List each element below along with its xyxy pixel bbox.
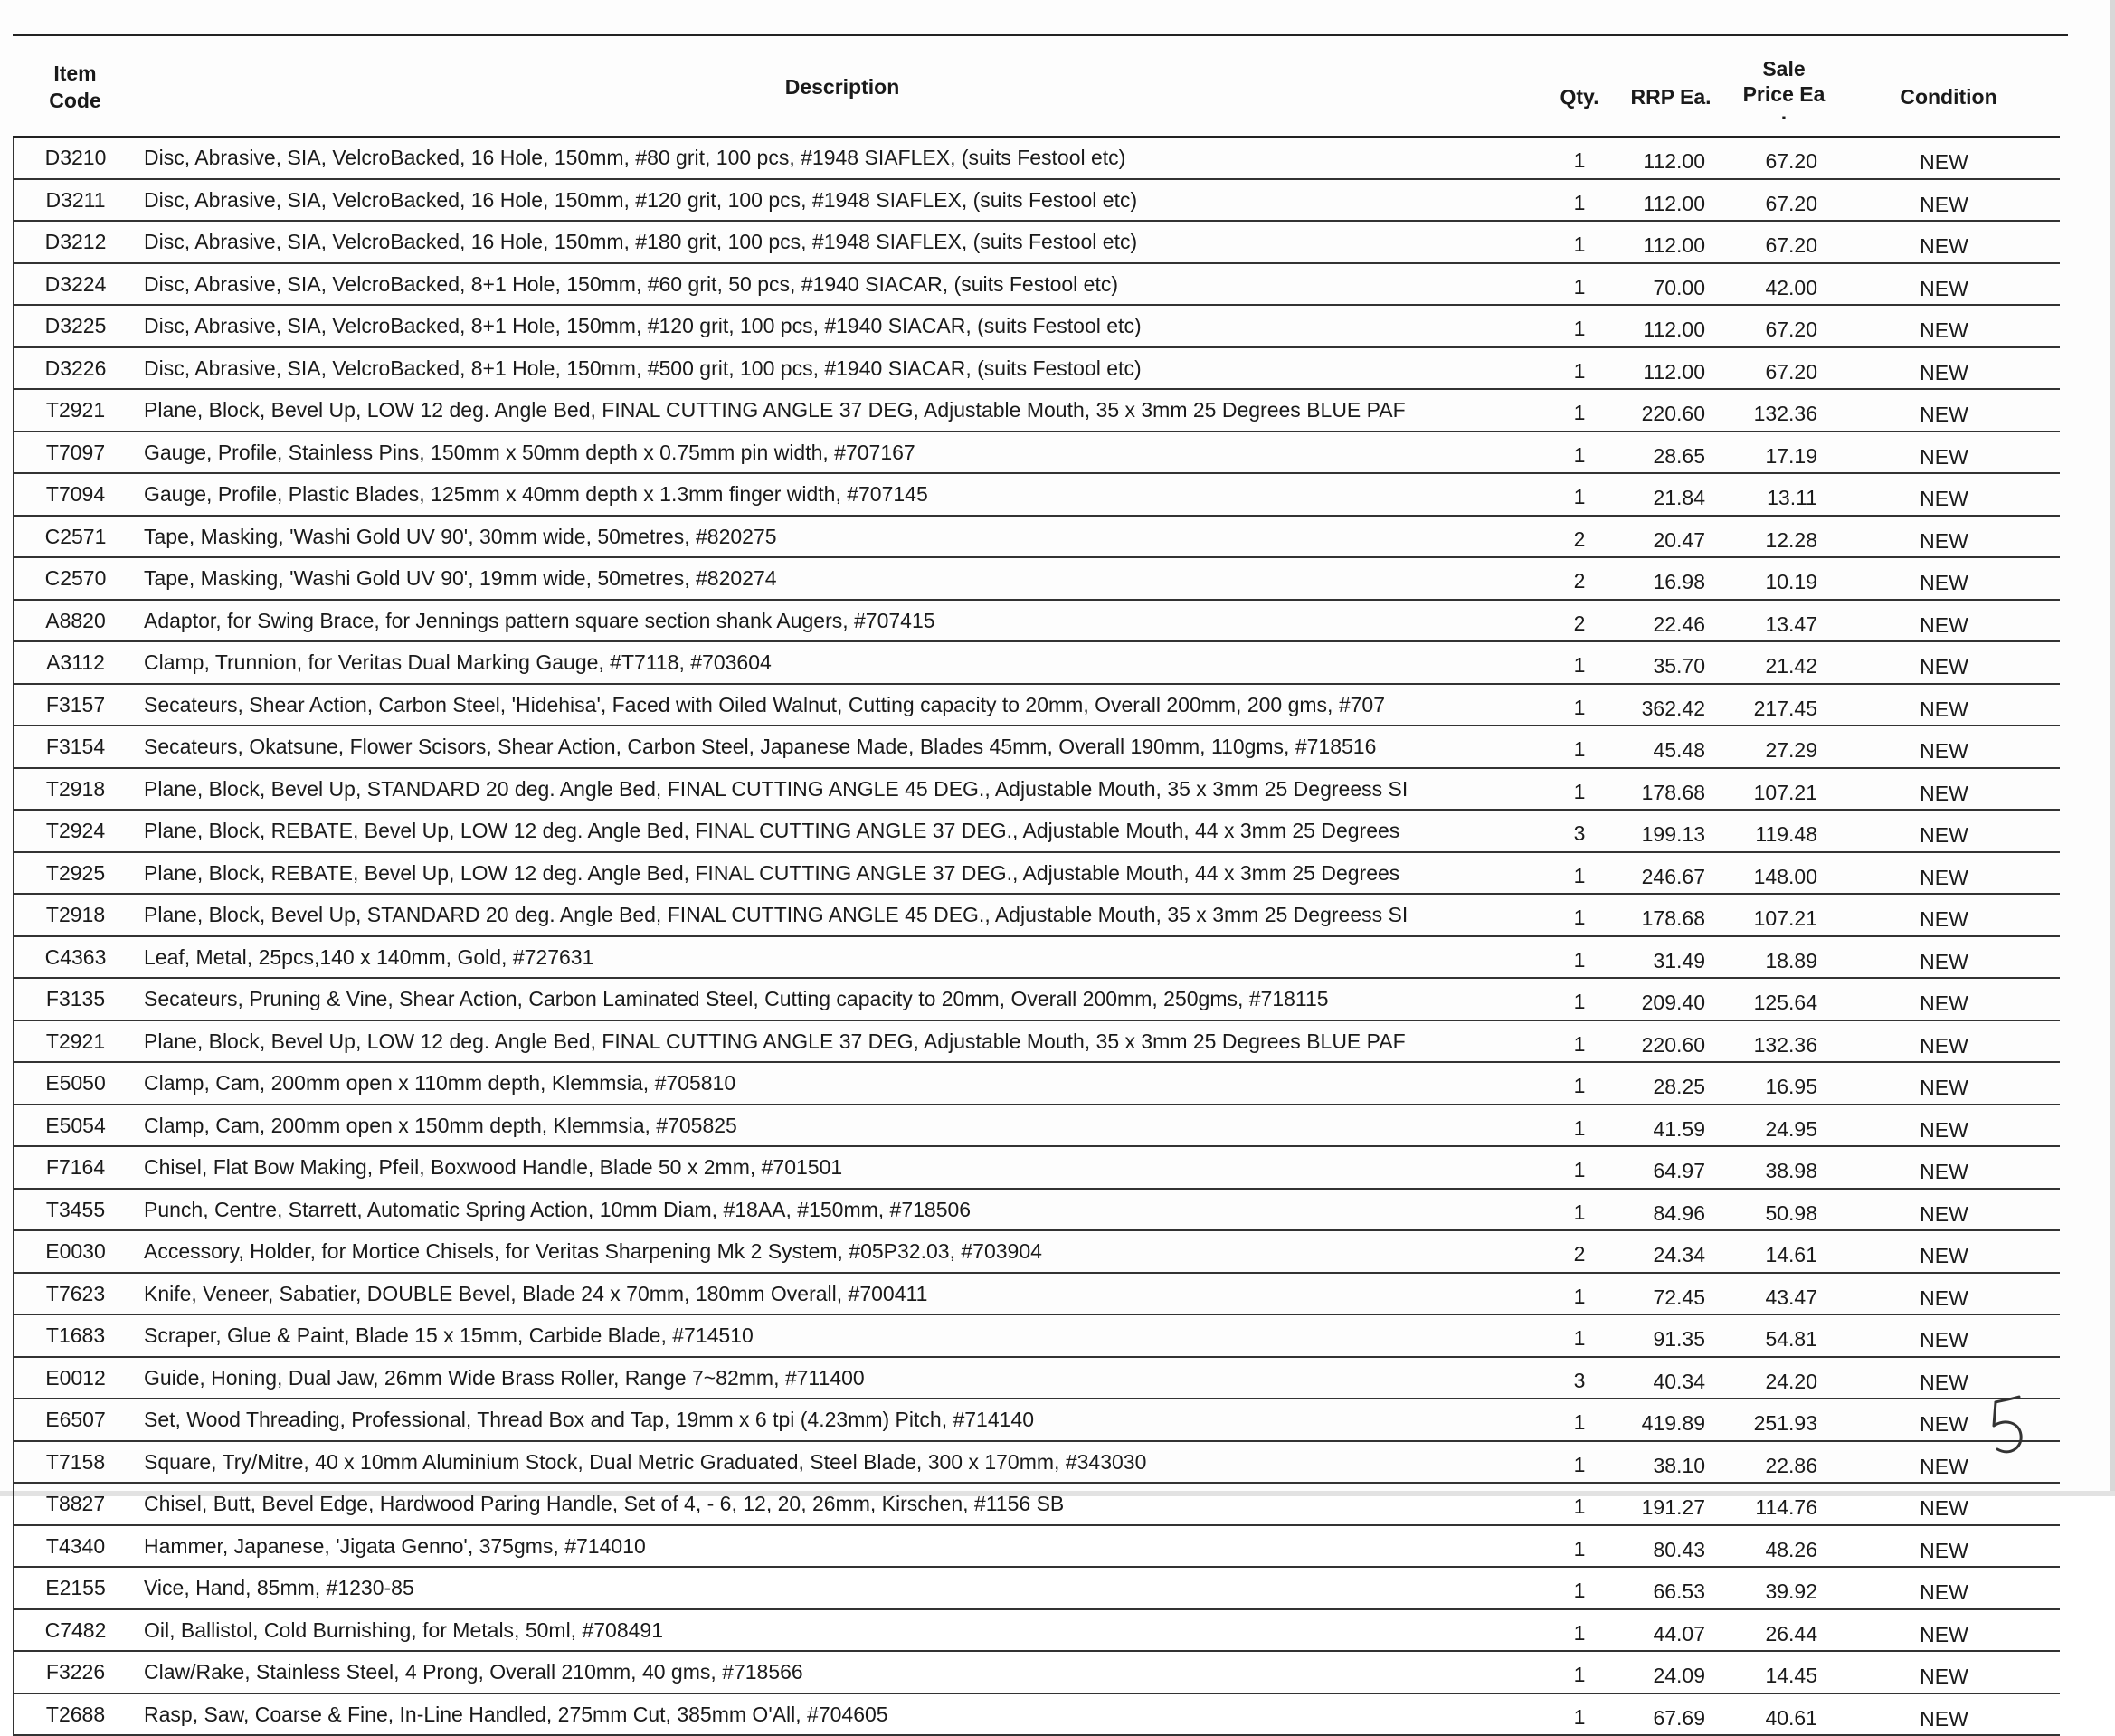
table-row <box>14 1020 2060 1063</box>
table-row <box>14 1399 2060 1441</box>
table-row <box>14 600 2060 642</box>
table-row <box>14 1189 2060 1231</box>
sale-price-cell: 27.29 <box>1731 726 1837 768</box>
sale-price-cell: 42.00 <box>1731 263 1837 306</box>
qty-cell: 2 <box>1548 1230 1611 1273</box>
item-code-cell: F7164 <box>14 1146 137 1189</box>
page-number-stroke-1 <box>1994 1402 2021 1452</box>
qty-cell: 1 <box>1548 179 1611 222</box>
qty-cell: 1 <box>1548 726 1611 768</box>
item-code-cell: E0030 <box>14 1230 137 1273</box>
condition-cell: NEW <box>1837 1020 2060 1063</box>
rrp-cell: 28.65 <box>1611 432 1731 474</box>
description-cell: Vice, Hand, 85mm, #1230-85 <box>137 1567 1548 1609</box>
qty-cell: 1 <box>1548 473 1611 516</box>
sale-price-cell: 217.45 <box>1731 684 1837 726</box>
sale-price-cell: 21.42 <box>1731 641 1837 684</box>
item-code-cell: F3154 <box>14 726 137 768</box>
rrp-cell: 112.00 <box>1611 137 1731 179</box>
table-row <box>14 1062 2060 1105</box>
rrp-cell: 112.00 <box>1611 221 1731 263</box>
condition-cell: NEW <box>1837 1567 2060 1609</box>
rrp-cell: 70.00 <box>1611 263 1731 306</box>
description-cell: Leaf, Metal, 25pcs,140 x 140mm, Gold, #727631 <box>137 936 1548 979</box>
qty-cell: 2 <box>1548 557 1611 600</box>
sale-price-cell: 38.98 <box>1731 1146 1837 1189</box>
item-code-cell: D3226 <box>14 347 137 390</box>
rrp-cell: 199.13 <box>1611 810 1731 852</box>
sale-price-cell: 67.20 <box>1731 305 1837 347</box>
description-cell: Plane, Block, REBATE, Bevel Up, LOW 12 deg. Angle Bed, FINAL CUTTING ANGLE 37 DEG., Adjustable Mouth, 44 x 3mm 25 Degrees <box>137 852 1548 895</box>
sale-price-cell: 114.76 <box>1731 1483 1837 1525</box>
scan-edge-right <box>2110 0 2115 1496</box>
qty-cell: 2 <box>1548 516 1611 558</box>
rrp-cell: 66.53 <box>1611 1567 1731 1609</box>
sale-price-cell: 24.95 <box>1731 1105 1837 1147</box>
table-body <box>14 137 2060 1735</box>
header-sale-line-3: . <box>1780 100 1788 124</box>
rrp-cell: 112.00 <box>1611 347 1731 390</box>
description-cell: Claw/Rake, Stainless Steel, 4 Prong, Overall 210mm, 40 gms, #718566 <box>137 1651 1548 1693</box>
header-item-code-line-2: Code <box>49 89 101 112</box>
description-cell: Clamp, Trunnion, for Veritas Dual Marking Gauge, #T7118, #703604 <box>137 641 1548 684</box>
item-code-cell: C2570 <box>14 557 137 600</box>
header-item-code <box>14 38 137 137</box>
table-row <box>14 1651 2060 1693</box>
header-condition <box>1837 38 2060 137</box>
table-row <box>14 221 2060 263</box>
rrp-cell: 112.00 <box>1611 179 1731 222</box>
condition-cell: NEW <box>1837 768 2060 811</box>
item-code-cell: T3455 <box>14 1189 137 1231</box>
condition-cell: NEW <box>1837 641 2060 684</box>
condition-cell: NEW <box>1837 305 2060 347</box>
condition-cell: NEW <box>1837 600 2060 642</box>
condition-cell: NEW <box>1837 978 2060 1020</box>
description-cell: Secateurs, Okatsune, Flower Scisors, Shear Action, Carbon Steel, Japanese Made, Blades 45mm, Overall 190mm, 110gms, #718516 <box>137 726 1548 768</box>
rrp-cell: 38.10 <box>1611 1441 1731 1484</box>
sale-price-cell: 132.36 <box>1731 389 1837 432</box>
table-row <box>14 1273 2060 1315</box>
header-sale-line-2: Price Ea <box>1742 82 1826 106</box>
sale-price-cell: 54.81 <box>1731 1314 1837 1357</box>
rrp-cell: 64.97 <box>1611 1146 1731 1189</box>
sale-price-cell: 119.48 <box>1731 810 1837 852</box>
rrp-cell: 362.42 <box>1611 684 1731 726</box>
table-row <box>14 557 2060 600</box>
qty-cell: 1 <box>1548 1399 1611 1441</box>
rrp-cell: 24.34 <box>1611 1230 1731 1273</box>
item-code-cell: T2921 <box>14 1020 137 1063</box>
rrp-cell: 67.69 <box>1611 1693 1731 1736</box>
sale-price-cell: 14.61 <box>1731 1230 1837 1273</box>
table-row <box>14 1525 2060 1568</box>
sale-price-cell: 67.20 <box>1731 179 1837 222</box>
description-cell: Scraper, Glue & Paint, Blade 15 x 15mm, Carbide Blade, #714510 <box>137 1314 1548 1357</box>
item-code-cell: T2918 <box>14 894 137 936</box>
item-code-cell: E5050 <box>14 1062 137 1105</box>
qty-cell: 1 <box>1548 432 1611 474</box>
sale-price-cell: 148.00 <box>1731 852 1837 895</box>
description-cell: Secateurs, Shear Action, Carbon Steel, 'Hidehisa', Faced with Oiled Walnut, Cutting capacity to 20mm, Overall 200mm, 200 gms, #707 <box>137 684 1548 726</box>
item-code-cell: C4363 <box>14 936 137 979</box>
condition-cell: NEW <box>1837 726 2060 768</box>
table-row <box>14 137 2060 179</box>
table-row <box>14 978 2060 1020</box>
table-row <box>14 1693 2060 1736</box>
rrp-cell: 40.34 <box>1611 1357 1731 1399</box>
rrp-cell: 220.60 <box>1611 389 1731 432</box>
qty-cell: 1 <box>1548 1483 1611 1525</box>
sale-price-cell: 12.28 <box>1731 516 1837 558</box>
qty-cell: 1 <box>1548 263 1611 306</box>
description-cell: Disc, Abrasive, SIA, VelcroBacked, 8+1 Hole, 150mm, #120 grit, 100 pcs, #1940 SIACAR, (suits Festool etc) <box>137 305 1548 347</box>
qty-cell: 1 <box>1548 1189 1611 1231</box>
sale-price-cell: 16.95 <box>1731 1062 1837 1105</box>
table-row <box>14 810 2060 852</box>
sale-price-cell: 18.89 <box>1731 936 1837 979</box>
description-cell: Oil, Ballistol, Cold Burnishing, for Metals, 50ml, #708491 <box>137 1609 1548 1652</box>
qty-cell: 1 <box>1548 894 1611 936</box>
sale-price-cell: 10.19 <box>1731 557 1837 600</box>
rrp-cell: 20.47 <box>1611 516 1731 558</box>
description-cell: Chisel, Flat Bow Making, Pfeil, Boxwood Handle, Blade 50 x 2mm, #701501 <box>137 1146 1548 1189</box>
item-code-cell: E2155 <box>14 1567 137 1609</box>
qty-cell: 1 <box>1548 641 1611 684</box>
table-row <box>14 263 2060 306</box>
item-code-cell: T2924 <box>14 810 137 852</box>
condition-cell: NEW <box>1837 137 2060 179</box>
description-cell: Disc, Abrasive, SIA, VelcroBacked, 16 Hole, 150mm, #180 grit, 100 pcs, #1948 SIAFLEX, (suits Festool etc) <box>137 221 1548 263</box>
description-cell: Square, Try/Mitre, 40 x 10mm Aluminium Stock, Dual Metric Graduated, Steel Blade, 300 x 170mm, #343030 <box>137 1441 1548 1484</box>
condition-cell: NEW <box>1837 684 2060 726</box>
rrp-cell: 220.60 <box>1611 1020 1731 1063</box>
item-code-cell: E6507 <box>14 1399 137 1441</box>
inventory-table <box>13 38 2060 1736</box>
qty-cell: 1 <box>1548 978 1611 1020</box>
rrp-cell: 84.96 <box>1611 1189 1731 1231</box>
header-top-rule <box>13 34 2068 36</box>
table-row <box>14 894 2060 936</box>
rrp-cell: 24.09 <box>1611 1651 1731 1693</box>
condition-cell: NEW <box>1837 263 2060 306</box>
sale-price-cell: 125.64 <box>1731 978 1837 1020</box>
item-code-cell: T7623 <box>14 1273 137 1315</box>
qty-cell: 1 <box>1548 684 1611 726</box>
rrp-cell: 28.25 <box>1611 1062 1731 1105</box>
item-code-cell: A8820 <box>14 600 137 642</box>
condition-cell: NEW <box>1837 516 2060 558</box>
condition-cell: NEW <box>1837 936 2060 979</box>
header-qty-label: Qty. <box>1560 85 1599 109</box>
qty-cell: 1 <box>1548 1609 1611 1652</box>
item-code-cell: F3135 <box>14 978 137 1020</box>
sale-price-cell: 107.21 <box>1731 768 1837 811</box>
sale-price-cell: 13.47 <box>1731 600 1837 642</box>
item-code-cell: T8827 <box>14 1483 137 1525</box>
description-cell: Rasp, Saw, Coarse & Fine, In-Line Handled, 275mm Cut, 385mm O'All, #704605 <box>137 1693 1548 1736</box>
table-header-row <box>14 38 2060 137</box>
item-code-cell: F3226 <box>14 1651 137 1693</box>
table-row <box>14 305 2060 347</box>
rrp-cell: 21.84 <box>1611 473 1731 516</box>
description-cell: Set, Wood Threading, Professional, Thread Box and Tap, 19mm x 6 tpi (4.23mm) Pitch, #714140 <box>137 1399 1548 1441</box>
qty-cell: 1 <box>1548 137 1611 179</box>
rrp-cell: 112.00 <box>1611 305 1731 347</box>
item-code-cell: D3224 <box>14 263 137 306</box>
condition-cell: NEW <box>1837 1105 2060 1147</box>
sale-price-cell: 26.44 <box>1731 1609 1837 1652</box>
table-row <box>14 1314 2060 1357</box>
rrp-cell: 31.49 <box>1611 936 1731 979</box>
description-cell: Hammer, Japanese, 'Jigata Genno', 375gms, #714010 <box>137 1525 1548 1568</box>
sale-price-cell: 22.86 <box>1731 1441 1837 1484</box>
description-cell: Plane, Block, Bevel Up, LOW 12 deg. Angle Bed, FINAL CUTTING ANGLE 37 DEG, Adjustable Mouth, 35 x 3mm 25 Degrees BLUE PAF <box>137 1020 1548 1063</box>
qty-cell: 1 <box>1548 305 1611 347</box>
item-code-cell: T2925 <box>14 852 137 895</box>
description-cell: Accessory, Holder, for Mortice Chisels, for Veritas Sharpening Mk 2 System, #05P32.03, #703904 <box>137 1230 1548 1273</box>
rrp-cell: 246.67 <box>1611 852 1731 895</box>
description-cell: Adaptor, for Swing Brace, for Jennings pattern square section shank Augers, #707415 <box>137 600 1548 642</box>
description-cell: Plane, Block, REBATE, Bevel Up, LOW 12 deg. Angle Bed, FINAL CUTTING ANGLE 37 DEG., Adjustable Mouth, 44 x 3mm 25 Degrees <box>137 810 1548 852</box>
condition-cell: NEW <box>1837 1062 2060 1105</box>
sale-price-cell: 17.19 <box>1731 432 1837 474</box>
rrp-cell: 91.35 <box>1611 1314 1731 1357</box>
qty-cell: 1 <box>1548 1651 1611 1693</box>
page-number-text: 5 <box>1983 1391 1984 1392</box>
header-sale-line-1: Sale <box>1762 57 1806 81</box>
description-cell: Plane, Block, Bevel Up, STANDARD 20 deg. Angle Bed, FINAL CUTTING ANGLE 45 DEG., Adjustable Mouth, 35 x 3mm 25 Degreess SI <box>137 768 1548 811</box>
qty-cell: 1 <box>1548 1273 1611 1315</box>
condition-cell: NEW <box>1837 1273 2060 1315</box>
description-cell: Knife, Veneer, Sabatier, DOUBLE Bevel, Blade 24 x 70mm, 180mm Overall, #700411 <box>137 1273 1548 1315</box>
description-cell: Guide, Honing, Dual Jaw, 26mm Wide Brass Roller, Range 7~82mm, #711400 <box>137 1357 1548 1399</box>
condition-cell: NEW <box>1837 389 2060 432</box>
sale-price-cell: 14.45 <box>1731 1651 1837 1693</box>
description-cell: Plane, Block, Bevel Up, STANDARD 20 deg. Angle Bed, FINAL CUTTING ANGLE 45 DEG., Adjustable Mouth, 35 x 3mm 25 Degreess SI <box>137 894 1548 936</box>
condition-cell: NEW <box>1837 1230 2060 1273</box>
table-row <box>14 432 2060 474</box>
item-code-cell: T7094 <box>14 473 137 516</box>
qty-cell: 1 <box>1548 1105 1611 1147</box>
table-row <box>14 641 2060 684</box>
condition-cell: NEW <box>1837 473 2060 516</box>
table-row <box>14 347 2060 390</box>
table-row <box>14 1146 2060 1189</box>
header-description-label: Description <box>784 75 900 99</box>
page-number-stroke-2 <box>1996 1397 2019 1402</box>
sale-price-cell: 132.36 <box>1731 1020 1837 1063</box>
qty-cell: 1 <box>1548 347 1611 390</box>
sale-price-cell: 48.26 <box>1731 1525 1837 1568</box>
qty-cell: 1 <box>1548 1314 1611 1357</box>
sale-price-cell: 50.98 <box>1731 1189 1837 1231</box>
table-row <box>14 1609 2060 1652</box>
table-row <box>14 179 2060 222</box>
qty-cell: 3 <box>1548 1357 1611 1399</box>
qty-cell: 1 <box>1548 389 1611 432</box>
item-code-cell: A3112 <box>14 641 137 684</box>
sale-price-cell: 251.93 <box>1731 1399 1837 1441</box>
qty-cell: 1 <box>1548 1062 1611 1105</box>
description-cell: Punch, Centre, Starrett, Automatic Spring Action, 10mm Diam, #18AA, #150mm, #718506 <box>137 1189 1548 1231</box>
condition-cell: NEW <box>1837 1314 2060 1357</box>
item-code-cell: T2688 <box>14 1693 137 1736</box>
header-condition-label: Condition <box>1900 85 1997 109</box>
qty-cell: 1 <box>1548 936 1611 979</box>
table-row <box>14 516 2060 558</box>
qty-cell: 1 <box>1548 1146 1611 1189</box>
description-cell: Tape, Masking, 'Washi Gold UV 90', 19mm wide, 50metres, #820274 <box>137 557 1548 600</box>
header-description <box>137 38 1548 137</box>
item-code-cell: E5054 <box>14 1105 137 1147</box>
description-cell: Secateurs, Pruning & Vine, Shear Action, Carbon Laminated Steel, Cutting capacity to 20mm, Overall 200mm, 250gms, #718115 <box>137 978 1548 1020</box>
sale-price-cell: 43.47 <box>1731 1273 1837 1315</box>
condition-cell: NEW <box>1837 347 2060 390</box>
item-code-cell: T4340 <box>14 1525 137 1568</box>
condition-cell: NEW <box>1837 1693 2060 1736</box>
sale-price-cell: 40.61 <box>1731 1693 1837 1736</box>
condition-cell: NEW <box>1837 557 2060 600</box>
table-row <box>14 726 2060 768</box>
sale-price-cell: 67.20 <box>1731 347 1837 390</box>
table-row <box>14 768 2060 811</box>
item-code-cell: T2921 <box>14 389 137 432</box>
rrp-cell: 419.89 <box>1611 1399 1731 1441</box>
condition-cell: NEW <box>1837 1483 2060 1525</box>
description-cell: Disc, Abrasive, SIA, VelcroBacked, 8+1 Hole, 150mm, #500 grit, 100 pcs, #1940 SIACAR, (suits Festool etc) <box>137 347 1548 390</box>
item-code-cell: E0012 <box>14 1357 137 1399</box>
qty-cell: 2 <box>1548 600 1611 642</box>
condition-cell: NEW <box>1837 894 2060 936</box>
qty-cell: 1 <box>1548 852 1611 895</box>
sale-price-cell: 24.20 <box>1731 1357 1837 1399</box>
item-code-cell: T2918 <box>14 768 137 811</box>
qty-cell: 1 <box>1548 1693 1611 1736</box>
condition-cell: NEW <box>1837 179 2060 222</box>
description-cell: Gauge, Profile, Plastic Blades, 125mm x 40mm depth x 1.3mm finger width, #707145 <box>137 473 1548 516</box>
table-row <box>14 852 2060 895</box>
condition-cell: NEW <box>1837 810 2060 852</box>
rrp-cell: 209.40 <box>1611 978 1731 1020</box>
description-cell: Disc, Abrasive, SIA, VelcroBacked, 16 Hole, 150mm, #120 grit, 100 pcs, #1948 SIAFLEX, (suits Festool etc) <box>137 179 1548 222</box>
header-sale-price <box>1731 38 1837 137</box>
header-item-code-line-1: Item <box>53 62 97 85</box>
qty-cell: 1 <box>1548 1567 1611 1609</box>
qty-cell: 1 <box>1548 221 1611 263</box>
rrp-cell: 72.45 <box>1611 1273 1731 1315</box>
rrp-cell: 22.46 <box>1611 600 1731 642</box>
condition-cell: NEW <box>1837 221 2060 263</box>
header-qty <box>1548 38 1611 137</box>
header-rrp <box>1611 38 1731 137</box>
table-row <box>14 684 2060 726</box>
item-code-cell: D3211 <box>14 179 137 222</box>
condition-cell: NEW <box>1837 1357 2060 1399</box>
qty-cell: 3 <box>1548 810 1611 852</box>
table-row <box>14 389 2060 432</box>
table-row <box>14 1230 2060 1273</box>
qty-cell: 1 <box>1548 1020 1611 1063</box>
qty-cell: 1 <box>1548 768 1611 811</box>
item-code-cell: C7482 <box>14 1609 137 1652</box>
qty-cell: 1 <box>1548 1525 1611 1568</box>
rrp-cell: 178.68 <box>1611 768 1731 811</box>
condition-cell: NEW <box>1837 1651 2060 1693</box>
rrp-cell: 191.27 <box>1611 1483 1731 1525</box>
condition-cell: NEW <box>1837 1525 2060 1568</box>
sale-price-cell: 67.20 <box>1731 137 1837 179</box>
sale-price-cell: 13.11 <box>1731 473 1837 516</box>
description-cell: Clamp, Cam, 200mm open x 110mm depth, Klemmsia, #705810 <box>137 1062 1548 1105</box>
rrp-cell: 41.59 <box>1611 1105 1731 1147</box>
item-code-cell: T1683 <box>14 1314 137 1357</box>
table-row <box>14 1357 2060 1399</box>
item-code-cell: D3225 <box>14 305 137 347</box>
condition-cell: NEW <box>1837 1609 2060 1652</box>
header-rrp-label: RRP Ea. <box>1630 85 1712 109</box>
table-row <box>14 1483 2060 1525</box>
description-cell: Tape, Masking, 'Washi Gold UV 90', 30mm wide, 50metres, #820275 <box>137 516 1548 558</box>
table-row <box>14 473 2060 516</box>
rrp-cell: 178.68 <box>1611 894 1731 936</box>
item-code-cell: C2571 <box>14 516 137 558</box>
condition-cell: NEW <box>1837 1441 2060 1484</box>
rrp-cell: 16.98 <box>1611 557 1731 600</box>
table-row <box>14 1567 2060 1609</box>
qty-cell: 1 <box>1548 1441 1611 1484</box>
item-code-cell: D3212 <box>14 221 137 263</box>
sale-price-cell: 67.20 <box>1731 221 1837 263</box>
description-cell: Plane, Block, Bevel Up, LOW 12 deg. Angle Bed, FINAL CUTTING ANGLE 37 DEG, Adjustable Mouth, 35 x 3mm 25 Degrees BLUE PAF <box>137 389 1548 432</box>
condition-cell: NEW <box>1837 432 2060 474</box>
rrp-cell: 80.43 <box>1611 1525 1731 1568</box>
condition-cell: NEW <box>1837 852 2060 895</box>
condition-cell: NEW <box>1837 1189 2060 1231</box>
sale-price-cell: 107.21 <box>1731 894 1837 936</box>
rrp-cell: 35.70 <box>1611 641 1731 684</box>
rrp-cell: 45.48 <box>1611 726 1731 768</box>
description-cell: Chisel, Butt, Bevel Edge, Hardwood Paring Handle, Set of 4, - 6, 12, 20, 26mm, Kirschen, #1156 SB <box>137 1483 1548 1525</box>
item-code-cell: T7158 <box>14 1441 137 1484</box>
table-row <box>14 936 2060 979</box>
item-code-cell: D3210 <box>14 137 137 179</box>
condition-cell: NEW <box>1837 1399 2060 1441</box>
sale-price-cell: 39.92 <box>1731 1567 1837 1609</box>
description-cell: Disc, Abrasive, SIA, VelcroBacked, 16 Hole, 150mm, #80 grit, 100 pcs, #1948 SIAFLEX, (suits Festool etc) <box>137 137 1548 179</box>
item-code-cell: F3157 <box>14 684 137 726</box>
condition-cell: NEW <box>1837 1146 2060 1189</box>
handwritten-page-number <box>1983 1391 2037 1464</box>
item-code-cell: T7097 <box>14 432 137 474</box>
description-cell: Disc, Abrasive, SIA, VelcroBacked, 8+1 Hole, 150mm, #60 grit, 50 pcs, #1940 SIACAR, (suits Festool etc) <box>137 263 1548 306</box>
description-cell: Clamp, Cam, 200mm open x 150mm depth, Klemmsia, #705825 <box>137 1105 1548 1147</box>
description-cell: Gauge, Profile, Stainless Pins, 150mm x 50mm depth x 0.75mm pin width, #707167 <box>137 432 1548 474</box>
table-row <box>14 1105 2060 1147</box>
table-row <box>14 1441 2060 1484</box>
rrp-cell: 44.07 <box>1611 1609 1731 1652</box>
